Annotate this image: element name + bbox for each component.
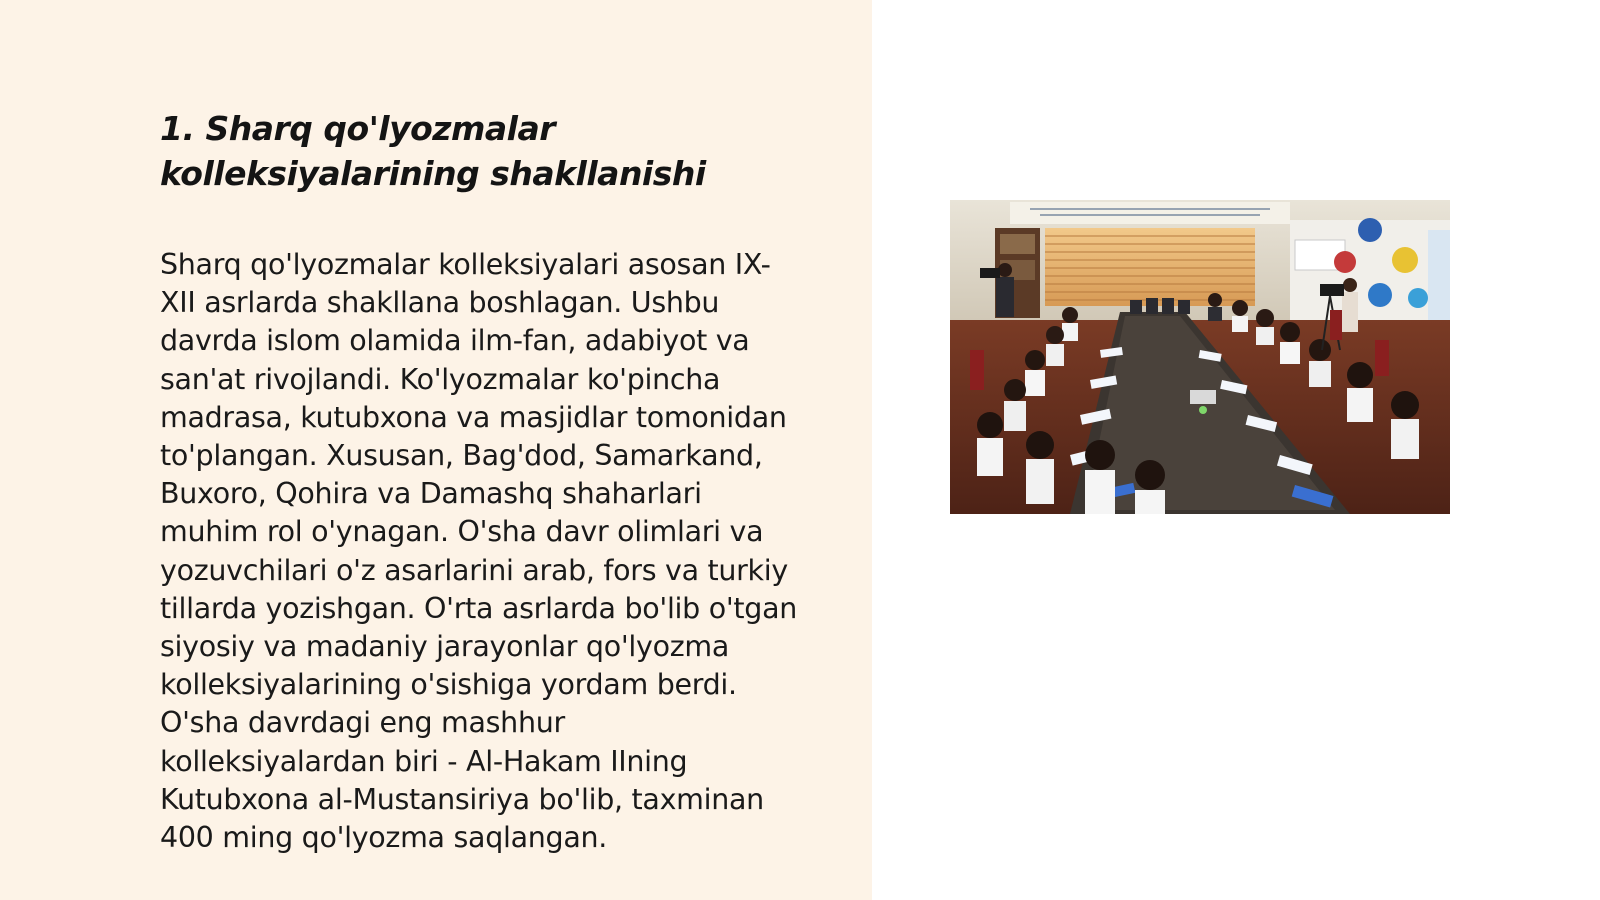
body-line: davrda islom olamida ilm-fan, adabiyot va bbox=[160, 324, 750, 358]
conference-photo bbox=[950, 200, 1450, 514]
body-paragraph bbox=[160, 246, 850, 857]
body-line: Kutubxona al-Mustansiriya bo'lib, taxminan bbox=[160, 782, 764, 816]
slide-heading bbox=[160, 106, 820, 196]
heading-line-2: kolleksiyalarining shakllanishi bbox=[160, 154, 706, 193]
body-line: kolleksiyalarining o'sishiga yordam berdi. bbox=[160, 668, 737, 702]
body-line: Sharq qo'lyozmalar kolleksiyalari asosan IX- bbox=[160, 248, 771, 281]
body-line: yozuvchilari o'z asarlarini arab, fors va turkiy bbox=[160, 553, 788, 587]
conference-photo-illustration bbox=[950, 200, 1450, 514]
body-line: XII asrlarda shakllana boshlagan. Ushbu bbox=[160, 286, 720, 320]
body-line: san'at rivojlandi. Ko'lyozmalar ko'pincha bbox=[160, 362, 721, 396]
body-line: madrasa, kutubxona va masjidlar tomonidan bbox=[160, 400, 787, 434]
body-line: kolleksiyalardan biri - Al-Hakam IIning bbox=[160, 744, 688, 778]
body-line: muhim rol o'ynagan. O'sha davr olimlari va bbox=[160, 515, 764, 549]
body-line: O'sha davrdagi eng mashhur bbox=[160, 706, 565, 740]
body-line: 400 ming qo'lyozma saqlangan. bbox=[160, 821, 608, 855]
body-line: siyosiy va madaniy jarayonlar qo'lyozma bbox=[160, 630, 730, 664]
body-line: to'plangan. Xususan, Bag'dod, Samarkand, bbox=[160, 439, 763, 473]
heading-line-1: 1. Sharq qo'lyozmalar bbox=[160, 109, 556, 148]
body-line: Buxoro, Qohira va Damashq shaharlari bbox=[160, 477, 702, 511]
body-line: tillarda yozishgan. O'rta asrlarda bo'lib o'tgan bbox=[160, 591, 797, 625]
